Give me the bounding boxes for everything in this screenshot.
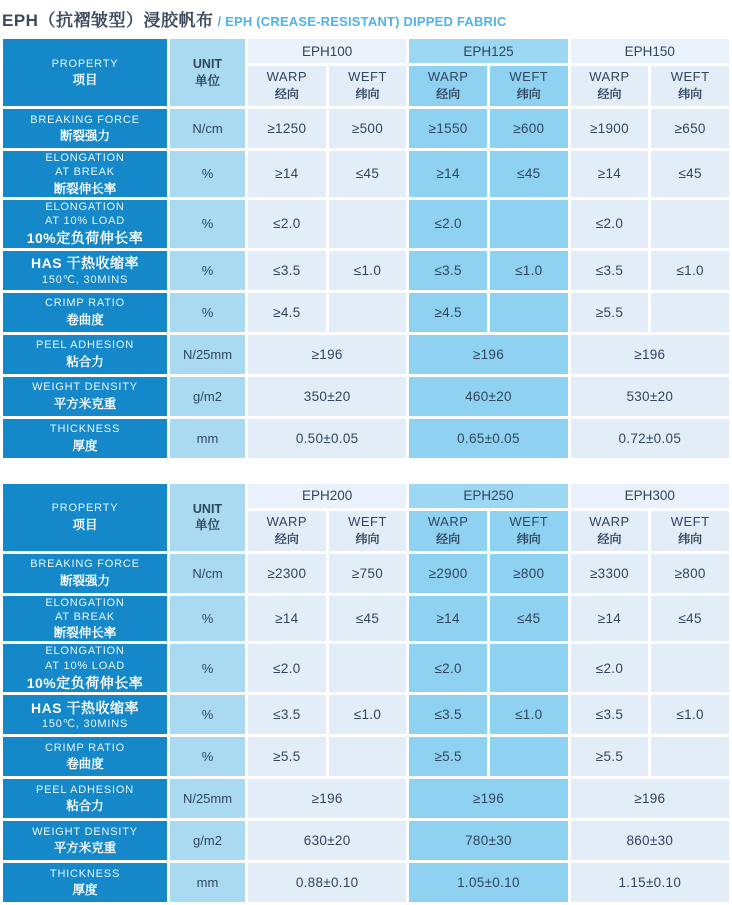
property-thickness [3,863,167,902]
text-line: 厚度 [72,438,98,453]
unit-elongation-at-10-load: % [170,644,245,692]
text-line: WARP [266,69,308,85]
table-row-peel-adhesion [3,335,729,374]
cell-breaking-force-eph200-weft: ≥750 [329,554,407,593]
cell-peel-adhesion-eph300: ≥196 [571,779,729,818]
text-line: 项目 [72,73,98,88]
cell-crimp-ratio-eph300-weft [651,737,729,776]
unit-crimp-ratio: % [170,737,245,776]
subheader-eph200-weft [329,511,407,551]
unit-elongation-at-break: % [170,151,245,197]
cell-elongation-at-10-load-eph150-warp: ≤2.0 [571,200,649,248]
cell-elongation-at-break-eph250-warp: ≥14 [409,596,487,642]
cell-peel-adhesion-eph250: ≥196 [409,779,567,818]
subheader-eph150-weft [651,66,729,106]
cell-weight-density-eph100: 350±20 [248,377,406,416]
cell-elongation-at-break-eph200-weft: ≤45 [329,596,407,642]
cell-crimp-ratio-eph125-warp: ≥4.5 [409,293,487,332]
subheader-eph100-weft [329,66,407,106]
cell-elongation-at-10-load-eph250-warp: ≤2.0 [409,644,487,692]
cell-elongation-at-10-load-eph250-weft [490,644,568,692]
property-breaking-force [3,554,167,593]
text-line: WARP [266,513,308,529]
table-row-has-shrinkage [3,695,729,734]
cell-has-shrinkage-eph125-warp: ≤3.5 [409,251,487,290]
text-line: BREAKING FORCE [30,113,140,126]
table-row-has-shrinkage [3,251,729,290]
text-line: 卷曲度 [66,757,104,772]
text-line: UNIT [192,57,223,72]
text-line: HAS 干热收缩率 [31,700,139,716]
cell-crimp-ratio-eph100-warp: ≥4.5 [248,293,326,332]
cell-breaking-force-eph125-weft: ≥600 [490,109,568,148]
cell-peel-adhesion-eph100: ≥196 [248,335,406,374]
table-row-elongation-at-break [3,151,729,197]
cell-has-shrinkage-eph150-warp: ≤3.5 [571,251,649,290]
text-line: 粘合力 [66,354,104,369]
unit-elongation-at-10-load: % [170,200,245,248]
text-line: AT BREAK [55,610,115,623]
cell-has-shrinkage-eph250-weft: ≤1.0 [490,695,568,734]
text-line: WEFT [348,513,387,529]
text-line: 经向 [436,531,461,546]
text-line: 经向 [597,531,622,546]
unit-thickness: mm [170,419,245,458]
title-chinese: EPH（抗褶皱型）浸胶帆布 [2,11,214,30]
text-line: ELONGATION [45,645,125,658]
cell-elongation-at-break-eph100-warp: ≥14 [248,151,326,197]
cell-has-shrinkage-eph100-warp: ≤3.5 [248,251,326,290]
text-line: 纬向 [355,87,380,102]
text-line: 10%定负荷伸长率 [26,675,144,692]
table-row-weight-density [3,377,729,416]
cell-breaking-force-eph125-warp: ≥1550 [409,109,487,148]
subheader-eph125-weft [490,66,568,106]
text-line: PEEL ADHESION [35,339,135,352]
text-line: 单位 [194,73,220,88]
text-line: CRIMP RATIO [45,297,125,310]
cell-has-shrinkage-eph300-weft: ≤1.0 [651,695,729,734]
property-elongation-at-10-load [3,200,167,248]
text-line: ELONGATION [45,200,125,213]
table-row-elongation-at-break [3,596,729,642]
text-line: 经向 [274,531,299,546]
text-line: 经向 [436,87,461,102]
spec-table-eph200-eph300 [0,481,732,905]
text-line: BREAKING FORCE [30,558,140,571]
table-row-weight-density [3,821,729,860]
cell-peel-adhesion-eph150: ≥196 [571,335,729,374]
cell-crimp-ratio-eph125-weft [490,293,568,332]
subheader-eph250-weft [490,511,568,551]
unit-thickness: mm [170,863,245,902]
subheader-eph250-warp [409,511,487,551]
unit-header [170,484,245,551]
text-line: 150℃, 30MINS [41,718,129,731]
cell-weight-density-eph150: 530±20 [571,377,729,416]
text-line: THICKNESS [49,867,121,880]
cell-has-shrinkage-eph300-warp: ≤3.5 [571,695,649,734]
group-header-eph200: EPH200 [248,484,406,508]
unit-has-shrinkage: % [170,695,245,734]
cell-elongation-at-10-load-eph125-warp: ≤2.0 [409,200,487,248]
group-header-eph300: EPH300 [571,484,729,508]
cell-breaking-force-eph150-weft: ≥650 [651,109,729,148]
group-header-eph100: EPH100 [248,39,406,63]
text-line: AT BREAK [55,166,115,179]
unit-peel-adhesion: N/25mm [170,779,245,818]
property-weight-density [3,821,167,860]
unit-elongation-at-break: % [170,596,245,642]
subheader-eph200-warp [248,511,326,551]
cell-thickness-eph125: 0.65±0.05 [409,419,567,458]
cell-crimp-ratio-eph100-weft [329,293,407,332]
cell-crimp-ratio-eph150-warp: ≥5.5 [571,293,649,332]
cell-weight-density-eph200: 630±20 [248,821,406,860]
cell-breaking-force-eph300-warp: ≥3300 [571,554,649,593]
text-line: HAS 干热收缩率 [31,255,139,272]
property-peel-adhesion [3,335,167,374]
cell-elongation-at-break-eph300-weft: ≤45 [651,596,729,642]
subheader-eph125-warp [409,66,487,106]
text-line: 纬向 [355,531,380,546]
text-line: PROPERTY [51,57,119,70]
text-line: 10%定负荷伸长率 [26,230,144,247]
table-row-elongation-at-10-load [3,644,729,692]
text-line: WEFT [670,69,710,85]
page-title [0,0,732,36]
cell-thickness-eph300: 1.15±0.10 [571,863,729,902]
text-line: 经向 [597,87,622,102]
cell-breaking-force-eph200-warp: ≥2300 [248,554,326,593]
cell-elongation-at-break-eph250-weft: ≤45 [490,596,568,642]
header-band-row [3,484,729,508]
text-line: 平方米克重 [53,396,117,411]
property-crimp-ratio [3,293,167,332]
cell-weight-density-eph250: 780±30 [409,821,567,860]
text-line: 经向 [274,87,299,102]
unit-breaking-force: N/cm [170,109,245,148]
group-header-eph125: EPH125 [409,39,567,63]
text-line: 单位 [194,518,220,533]
property-has-shrinkage [3,695,167,734]
text-line: 纬向 [678,87,703,102]
subheader-eph150-warp [571,66,649,106]
text-line: ELONGATION [45,596,125,609]
text-line: CRIMP RATIO [45,741,125,754]
text-line: WEIGHT DENSITY [32,381,138,394]
cell-peel-adhesion-eph200: ≥196 [248,779,406,818]
property-elongation-at-break [3,151,167,197]
group-header-eph250: EPH250 [409,484,567,508]
text-line: WARP [427,69,469,85]
cell-crimp-ratio-eph200-warp: ≥5.5 [248,737,326,776]
text-line: UNIT [192,501,223,516]
cell-thickness-eph150: 0.72±0.05 [571,419,729,458]
cell-has-shrinkage-eph200-warp: ≤3.5 [248,695,326,734]
text-line: 断裂伸长率 [53,181,117,196]
cell-crimp-ratio-eph200-weft [329,737,407,776]
property-weight-density [3,377,167,416]
table-row-crimp-ratio [3,293,729,332]
text-line: WARP [427,513,469,529]
table-row-thickness [3,863,729,902]
cell-elongation-at-break-eph150-weft: ≤45 [651,151,729,197]
text-line: WEIGHT DENSITY [32,825,138,838]
unit-peel-adhesion: N/25mm [170,335,245,374]
cell-breaking-force-eph250-warp: ≥2900 [409,554,487,593]
text-line: WEFT [509,69,549,85]
cell-has-shrinkage-eph250-warp: ≤3.5 [409,695,487,734]
text-line: 纬向 [516,87,541,102]
text-line: 粘合力 [66,799,104,814]
table-row-breaking-force [3,554,729,593]
cell-elongation-at-10-load-eph200-warp: ≤2.0 [248,644,326,692]
cell-has-shrinkage-eph150-weft: ≤1.0 [651,251,729,290]
table-row-elongation-at-10-load [3,200,729,248]
cell-breaking-force-eph100-warp: ≥1250 [248,109,326,148]
unit-crimp-ratio: % [170,293,245,332]
text-line: WEFT [670,513,710,529]
text-line: 断裂伸长率 [53,626,117,641]
cell-elongation-at-break-eph100-weft: ≤45 [329,151,407,197]
property-crimp-ratio [3,737,167,776]
text-line: 150℃, 30MINS [41,273,129,286]
cell-elongation-at-break-eph200-warp: ≥14 [248,596,326,642]
cell-breaking-force-eph100-weft: ≥500 [329,109,407,148]
text-line: WARP [589,513,630,529]
text-line: AT 10% LOAD [45,659,125,672]
cell-thickness-eph200: 0.88±0.10 [248,863,406,902]
cell-crimp-ratio-eph150-weft [651,293,729,332]
header-band-row [3,39,729,63]
property-elongation-at-break [3,596,167,642]
cell-crimp-ratio-eph300-warp: ≥5.5 [571,737,649,776]
cell-breaking-force-eph250-weft: ≥800 [490,554,568,593]
subheader-eph300-warp [571,511,649,551]
text-line: AT 10% LOAD [45,215,125,228]
table-row-peel-adhesion [3,779,729,818]
unit-has-shrinkage: % [170,251,245,290]
text-line: WEFT [348,69,387,85]
text-line: WEFT [509,513,549,529]
text-line: PROPERTY [51,502,119,515]
cell-breaking-force-eph150-warp: ≥1900 [571,109,649,148]
cell-elongation-at-10-load-eph150-weft [651,200,729,248]
cell-has-shrinkage-eph125-weft: ≤1.0 [490,251,568,290]
property-header [3,39,167,106]
property-peel-adhesion [3,779,167,818]
cell-has-shrinkage-eph200-weft: ≤1.0 [329,695,407,734]
property-breaking-force [3,109,167,148]
cell-elongation-at-10-load-eph300-warp: ≤2.0 [571,644,649,692]
cell-elongation-at-10-load-eph100-weft [329,200,407,248]
text-line: 断裂强力 [59,129,110,144]
text-line: 纬向 [678,531,703,546]
cell-has-shrinkage-eph100-weft: ≤1.0 [329,251,407,290]
cell-elongation-at-10-load-eph125-weft [490,200,568,248]
text-line: 卷曲度 [66,312,104,327]
title-english: / EPH (CREASE-RESISTANT) DIPPED FABRIC [217,14,507,29]
unit-weight-density: g/m2 [170,377,245,416]
text-line: ELONGATION [45,152,125,164]
unit-breaking-force: N/cm [170,554,245,593]
cell-peel-adhesion-eph125: ≥196 [409,335,567,374]
text-line: 厚度 [72,883,98,898]
cell-elongation-at-break-eph125-weft: ≤45 [490,151,568,197]
cell-elongation-at-break-eph150-warp: ≥14 [571,151,649,197]
cell-thickness-eph250: 1.05±0.10 [409,863,567,902]
table-row-breaking-force [3,109,729,148]
cell-thickness-eph100: 0.50±0.05 [248,419,406,458]
text-line: PEEL ADHESION [35,783,135,796]
cell-weight-density-eph300: 860±30 [571,821,729,860]
text-line: 断裂强力 [59,573,110,588]
spec-table-eph100-eph150 [0,36,732,461]
cell-elongation-at-10-load-eph300-weft [651,644,729,692]
property-header [3,484,167,551]
property-elongation-at-10-load [3,644,167,692]
cell-weight-density-eph125: 460±20 [409,377,567,416]
cell-elongation-at-10-load-eph200-weft [329,644,407,692]
text-line: THICKNESS [49,423,121,436]
text-line: WARP [589,69,630,85]
table-row-crimp-ratio [3,737,729,776]
text-line: 纬向 [516,531,541,546]
subheader-eph100-warp [248,66,326,106]
spec-tables-container [0,36,732,905]
subheader-eph300-weft [651,511,729,551]
cell-breaking-force-eph300-weft: ≥800 [651,554,729,593]
text-line: 平方米克重 [53,841,117,856]
unit-weight-density: g/m2 [170,821,245,860]
cell-elongation-at-break-eph300-warp: ≥14 [571,596,649,642]
group-header-eph150: EPH150 [571,39,729,63]
unit-header [170,39,245,106]
cell-crimp-ratio-eph250-weft [490,737,568,776]
cell-crimp-ratio-eph250-warp: ≥5.5 [409,737,487,776]
cell-elongation-at-break-eph125-warp: ≥14 [409,151,487,197]
cell-elongation-at-10-load-eph100-warp: ≤2.0 [248,200,326,248]
property-has-shrinkage [3,251,167,290]
text-line: 项目 [72,517,98,532]
property-thickness [3,419,167,458]
table-row-thickness [3,419,729,458]
